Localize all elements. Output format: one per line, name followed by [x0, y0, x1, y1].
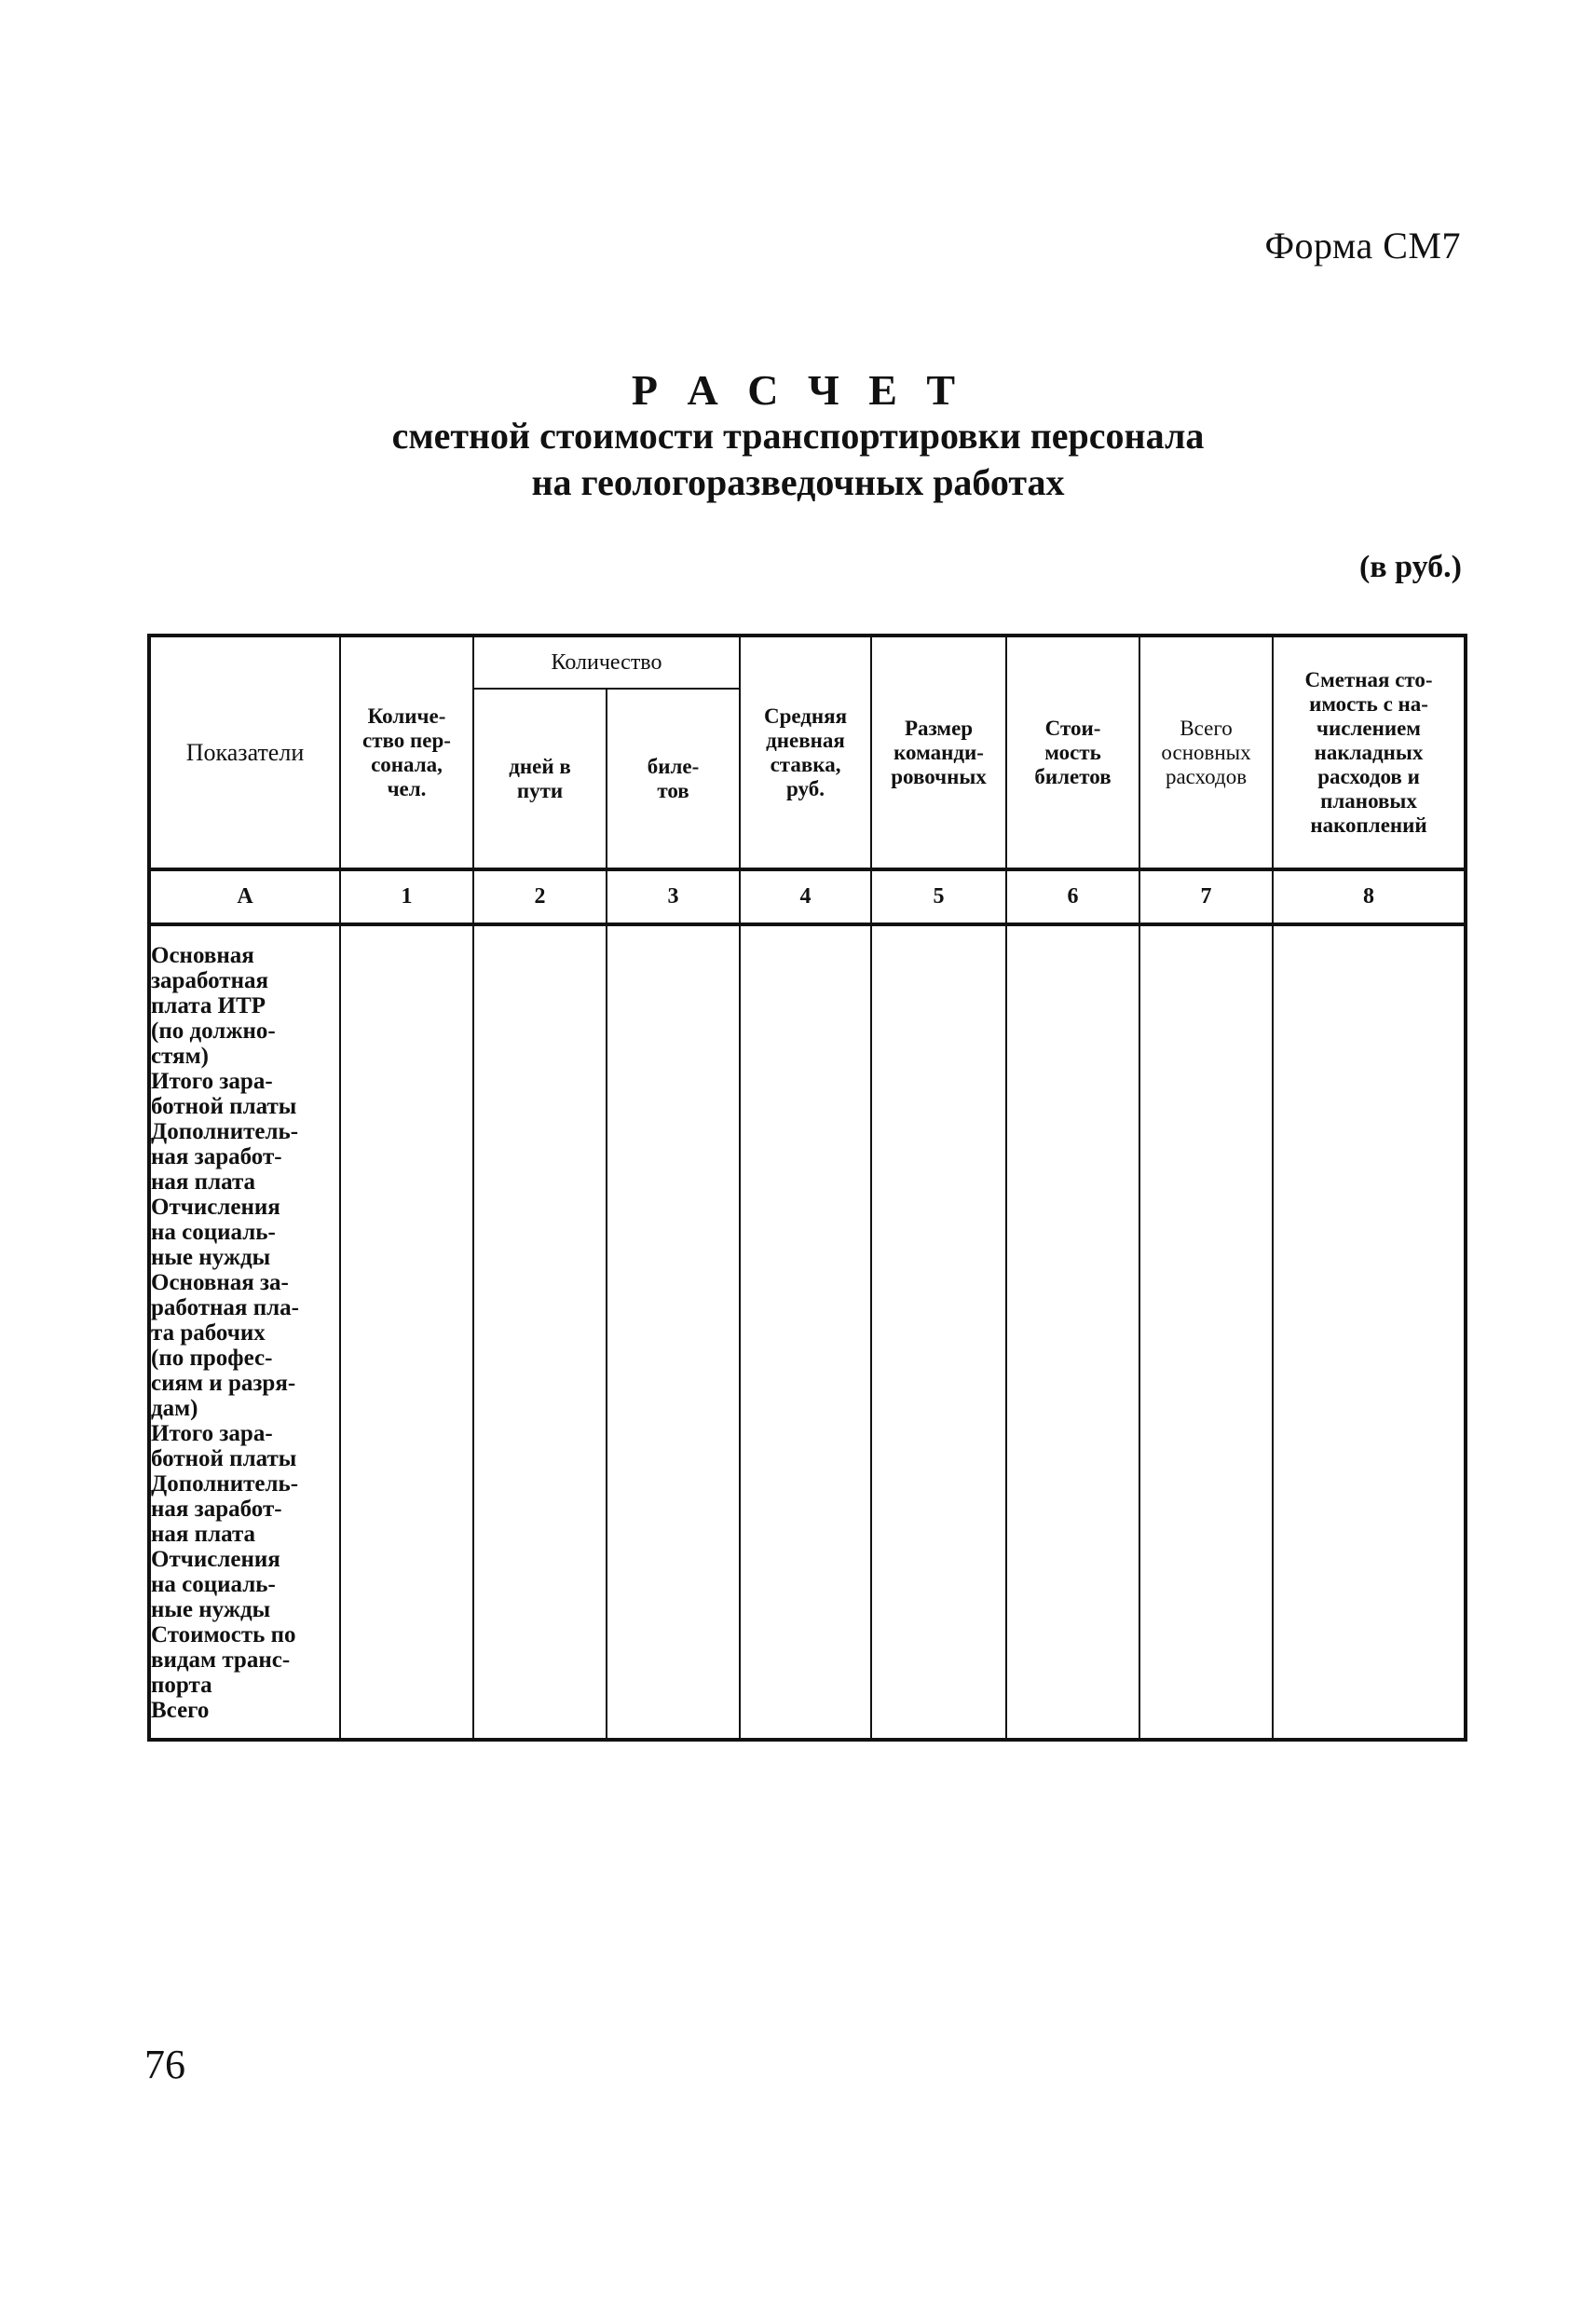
table-cell [871, 1119, 1006, 1195]
table-cell [473, 1547, 607, 1622]
table-cell [871, 924, 1006, 1069]
table-cell [1006, 1069, 1139, 1119]
page-subtitle-line1: сметной стоимости транспортировки персонала [391, 415, 1205, 457]
table-cell [607, 1195, 740, 1270]
table-cell [871, 1547, 1006, 1622]
header-indicators-label: Показатели [185, 738, 305, 766]
table-cell [473, 1069, 607, 1119]
table-row [149, 1069, 1466, 1119]
table-cell [740, 1698, 871, 1740]
table-row [149, 1270, 1466, 1421]
table-cell [340, 1270, 473, 1421]
column-numbers-row [149, 869, 1466, 924]
table-cell [1273, 1069, 1466, 1119]
table-cell [340, 1471, 473, 1547]
table-cell [1006, 1119, 1139, 1195]
header-days-on-road: дней в пути [473, 689, 607, 869]
row-label: Стоимость по видам транс- порта [149, 1622, 340, 1698]
table-cell [1006, 1471, 1139, 1547]
table-cell [607, 1270, 740, 1421]
table-cell [740, 924, 871, 1069]
table-cell [1139, 1270, 1273, 1421]
table-cell [340, 1069, 473, 1119]
table-cell [1139, 1471, 1273, 1547]
table-cell [740, 1069, 871, 1119]
table-cell [740, 1471, 871, 1547]
table-row [149, 1547, 1466, 1622]
table-cell [1006, 1547, 1139, 1622]
table-cell [1006, 1195, 1139, 1270]
column-number: 3 [607, 869, 740, 924]
table-cell [1139, 1195, 1273, 1270]
table-cell [740, 1421, 871, 1471]
row-label: Основная за- работная пла- та рабочих (по профес- сиям и разря- дам) [149, 1270, 340, 1421]
table-cell [1139, 1698, 1273, 1740]
table-cell [1273, 1270, 1466, 1421]
table-cell [1139, 1547, 1273, 1622]
table-cell [1139, 1119, 1273, 1195]
row-label: Итого зара- ботной платы [149, 1421, 340, 1471]
table-cell [340, 924, 473, 1069]
table-cell [871, 1069, 1006, 1119]
form-label: Форма СМ7 [1264, 225, 1461, 267]
table-cell [473, 1698, 607, 1740]
table-cell [1273, 924, 1466, 1069]
table-cell [740, 1270, 871, 1421]
table-cell [607, 1119, 740, 1195]
table-cell [473, 1622, 607, 1698]
header-quantity-group: Количество [473, 636, 740, 689]
table-cell [1006, 1270, 1139, 1421]
table-cell [1273, 1195, 1466, 1270]
row-label: Отчисления на социаль- ные нужды [149, 1195, 340, 1270]
table-cell [740, 1547, 871, 1622]
header-tickets: биле- тов [607, 689, 740, 869]
table-cell [1273, 1698, 1466, 1740]
table-cell [871, 1622, 1006, 1698]
table-cell [340, 1195, 473, 1270]
table-cell [607, 1547, 740, 1622]
units-label: (в руб.) [1358, 550, 1462, 584]
table-cell [1273, 1547, 1466, 1622]
table-cell [1006, 1421, 1139, 1471]
table-cell [871, 1421, 1006, 1471]
title-block [0, 368, 1596, 506]
table-cell [607, 1622, 740, 1698]
table-cell [1273, 1421, 1466, 1471]
table-cell [1006, 1698, 1139, 1740]
header-ticket-cost: Стои- мость билетов [1006, 636, 1139, 869]
column-number: А [149, 869, 340, 924]
table-cell [740, 1119, 871, 1195]
header-total-main-costs: Всего основных расходов [1139, 636, 1273, 869]
table-cell [340, 1119, 473, 1195]
column-number: 2 [473, 869, 607, 924]
table-cell [607, 1698, 740, 1740]
row-label: Основная заработная плата ИТР (по должно- стям) [149, 924, 340, 1069]
row-label: Итого зара- ботной платы [149, 1069, 340, 1119]
table-cell [1139, 924, 1273, 1069]
table-cell [340, 1547, 473, 1622]
table-cell [1139, 1421, 1273, 1471]
table-cell [473, 924, 607, 1069]
table-cell [473, 1270, 607, 1421]
table-row [149, 1119, 1466, 1195]
column-number: 5 [871, 869, 1006, 924]
table-cell [1006, 924, 1139, 1069]
table-cell [340, 1698, 473, 1740]
table-cell [473, 1195, 607, 1270]
table-row [149, 924, 1466, 1069]
table-cell [740, 1622, 871, 1698]
table-cell [740, 1195, 871, 1270]
header-staff-count: Количе- ство пер- сонала, чел. [340, 636, 473, 869]
table-cell [340, 1421, 473, 1471]
column-number: 8 [1273, 869, 1466, 924]
column-number: 7 [1139, 869, 1273, 924]
column-number: 6 [1006, 869, 1139, 924]
row-label: Отчисления на социаль- ные нужды [149, 1547, 340, 1622]
table-cell [607, 1471, 740, 1547]
header-avg-daily-rate: Средняя дневная ставка, руб. [740, 636, 871, 869]
table-cell [607, 924, 740, 1069]
table-cell [1006, 1622, 1139, 1698]
table-cell [607, 1421, 740, 1471]
table-cell [871, 1270, 1006, 1421]
table-cell [473, 1421, 607, 1471]
table-cell [340, 1622, 473, 1698]
header-estimated-cost: Сметная сто- имость с на- числением накладных расходов и плановых накоплений [1273, 636, 1466, 869]
page-subtitle-line2: на геологоразведочных работах [531, 461, 1065, 503]
row-label: Дополнитель- ная заработ- ная плата [149, 1119, 340, 1195]
calculation-table [147, 634, 1467, 1742]
table-cell [1273, 1471, 1466, 1547]
table-cell [607, 1069, 740, 1119]
table-row [149, 1195, 1466, 1270]
page-title: Р А С Ч Е Т [631, 366, 965, 414]
table-cell [871, 1698, 1006, 1740]
table-cell [1139, 1622, 1273, 1698]
table-cell [1273, 1622, 1466, 1698]
table-row [149, 1622, 1466, 1698]
table-row [149, 1471, 1466, 1547]
column-number: 1 [340, 869, 473, 924]
table-cell [871, 1471, 1006, 1547]
table-cell [473, 1119, 607, 1195]
header-travel-allowance: Размер команди- ровочных [871, 636, 1006, 869]
table-cell [1139, 1069, 1273, 1119]
table-row [149, 1698, 1466, 1740]
column-number: 4 [740, 869, 871, 924]
page-number: 76 [144, 2042, 185, 2087]
header-indicators [149, 636, 340, 869]
table-row [149, 1421, 1466, 1471]
table-cell [871, 1195, 1006, 1270]
row-label: Дополнитель- ная заработ- ная плата [149, 1471, 340, 1547]
table-cell [1273, 1119, 1466, 1195]
table-cell [473, 1471, 607, 1547]
row-label: Всего [149, 1698, 340, 1740]
